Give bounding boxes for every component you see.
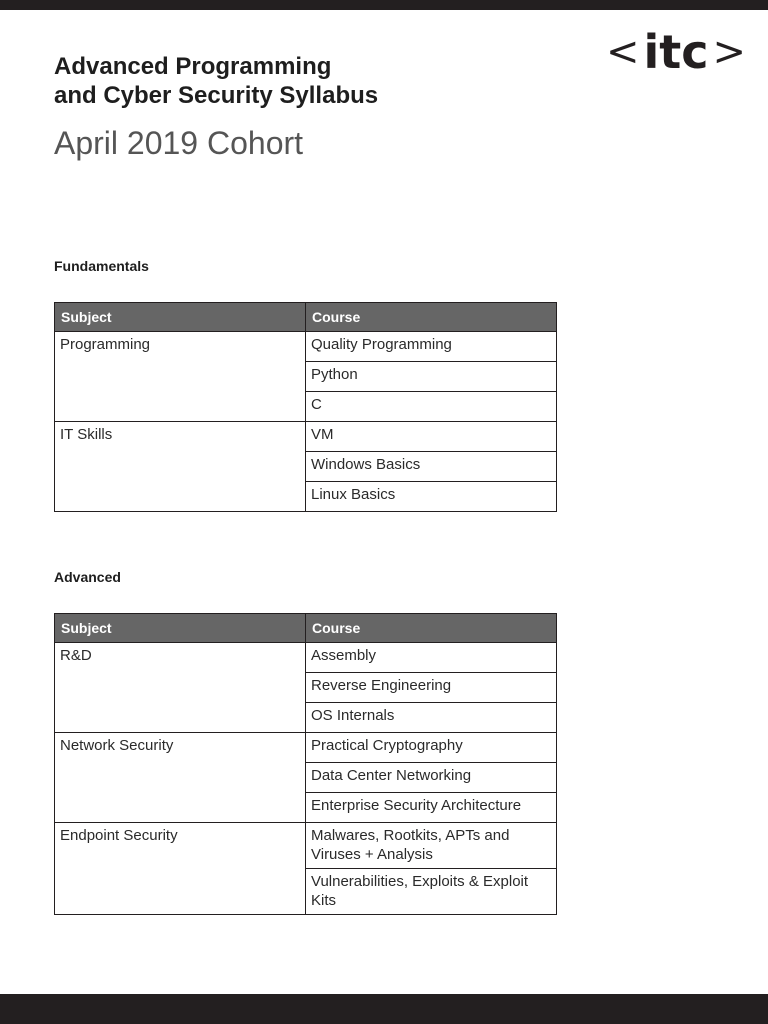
course-cell: VM [306, 422, 557, 452]
fundamentals-heading: Fundamentals [54, 258, 149, 274]
course-cell: Practical Cryptography [306, 733, 557, 763]
table-row [55, 823, 557, 869]
course-cell: C [306, 392, 557, 422]
logo-word: itc [643, 25, 709, 79]
course-cell: Enterprise Security Architecture [306, 793, 557, 823]
advanced-heading: Advanced [54, 569, 121, 585]
course-cell: Quality Programming [306, 332, 557, 362]
document-title [54, 52, 378, 110]
subject-cell: IT Skills [55, 422, 306, 512]
course-column-header: Course [306, 303, 557, 332]
subject-cell: Network Security [55, 733, 306, 823]
cohort-subtitle: April 2019 Cohort [54, 125, 304, 161]
table-header-row [55, 303, 557, 332]
fundamentals-table [54, 302, 557, 512]
course-cell: Assembly [306, 643, 557, 673]
advanced-table [54, 613, 557, 915]
table-header-row [55, 614, 557, 643]
logo-right-bracket: > [712, 29, 746, 75]
bottom-bar [0, 994, 768, 1024]
table-row [55, 733, 557, 763]
subject-cell: Programming [55, 332, 306, 422]
subject-cell: R&D [55, 643, 306, 733]
course-cell: Vulnerabilities, Exploits & Exploit Kits [306, 869, 557, 915]
logo-left-bracket: < [606, 29, 640, 75]
table-row [55, 332, 557, 362]
course-cell: Malwares, Rootkits, APTs and Viruses + Analysis [306, 823, 557, 869]
course-cell: Linux Basics [306, 482, 557, 512]
subject-column-header: Subject [55, 614, 306, 643]
course-cell: Windows Basics [306, 452, 557, 482]
course-cell: Reverse Engineering [306, 673, 557, 703]
top-bar [0, 0, 768, 10]
subject-column-header: Subject [55, 303, 306, 332]
course-cell: Python [306, 362, 557, 392]
itc-logo [606, 22, 746, 82]
course-cell: Data Center Networking [306, 763, 557, 793]
course-cell: OS Internals [306, 703, 557, 733]
course-column-header: Course [306, 614, 557, 643]
title-line-1: Advanced Programming [54, 53, 332, 80]
table-row [55, 643, 557, 673]
subject-cell: Endpoint Security [55, 823, 306, 915]
table-row [55, 422, 557, 452]
title-line-2: and Cyber Security Syllabus [54, 82, 379, 109]
